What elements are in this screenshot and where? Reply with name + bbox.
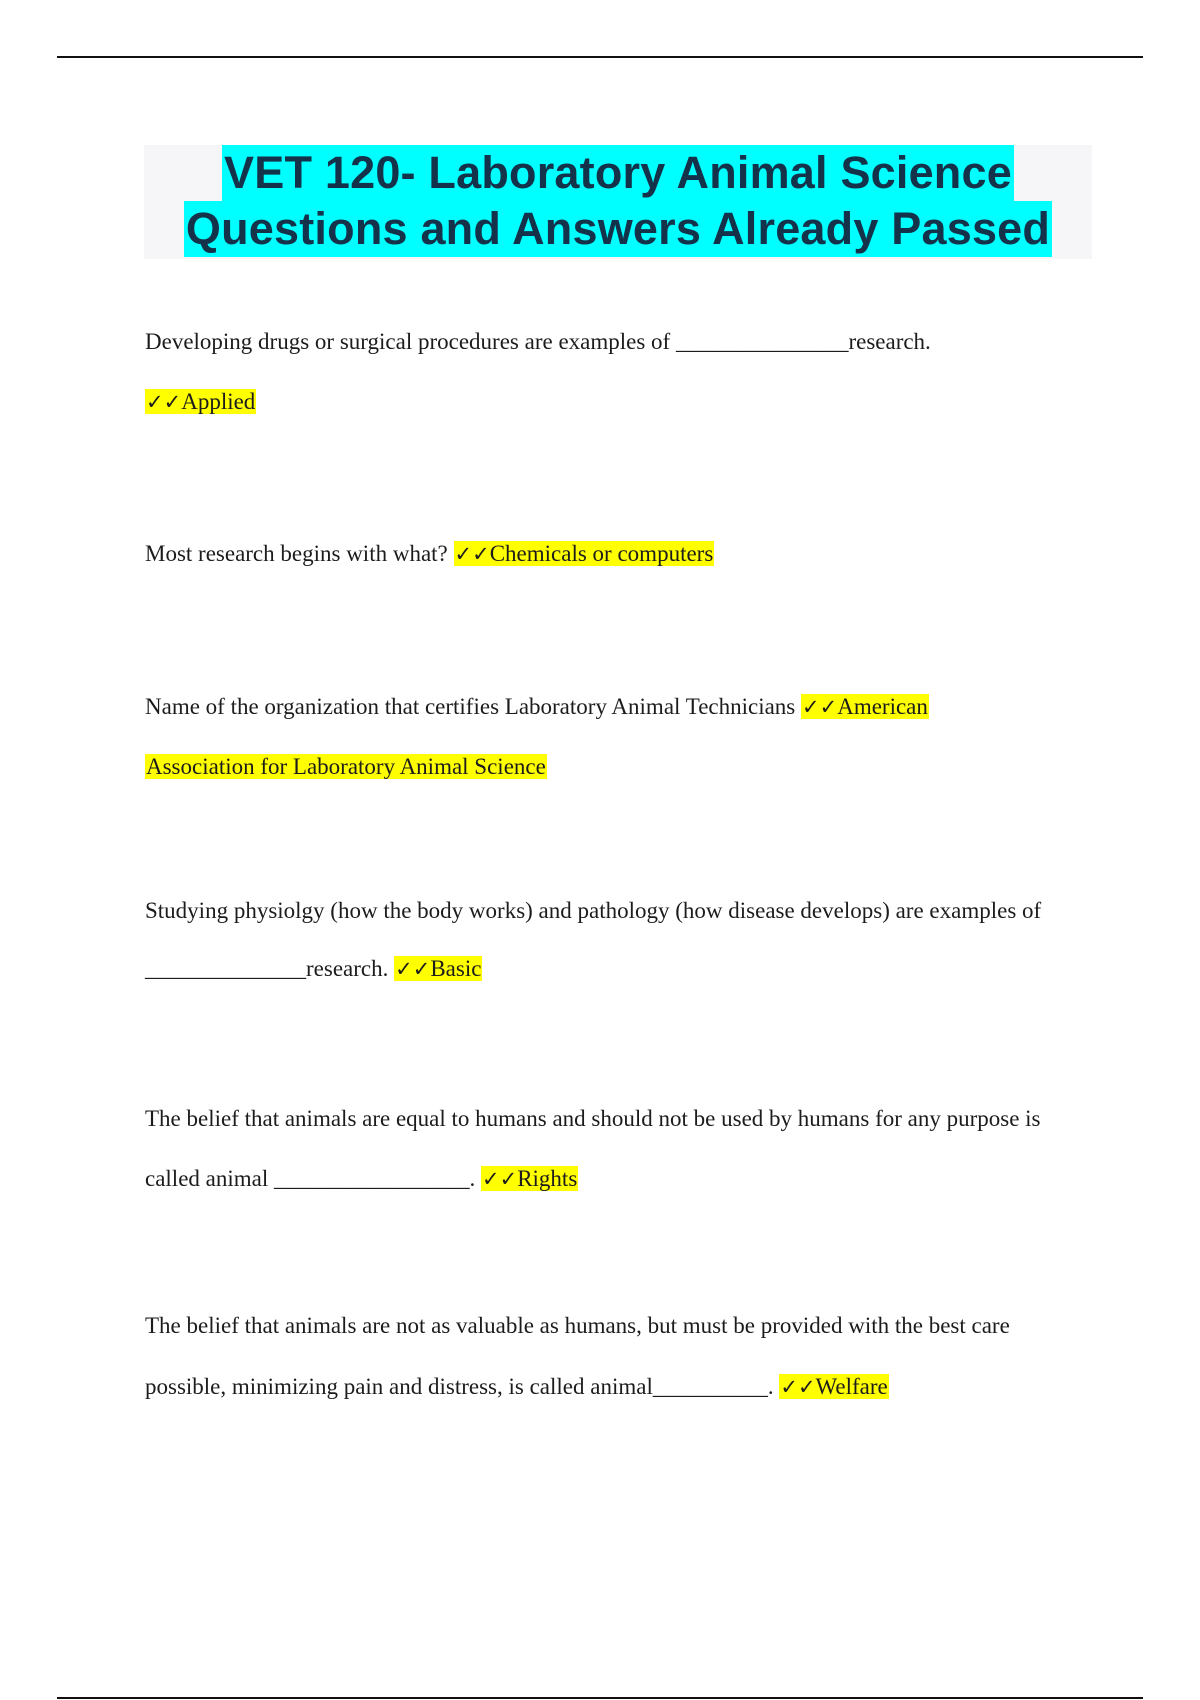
title-line-2: Questions and Answers Already Passed xyxy=(184,201,1052,257)
question-4-continued xyxy=(145,954,482,984)
check-icon: ✓✓ xyxy=(395,957,431,981)
check-icon: ✓✓ xyxy=(482,1167,518,1191)
answer-2-text: Chemicals or computers xyxy=(489,541,714,566)
answer-6-highlight xyxy=(779,1374,888,1399)
question-6-text-line1: The belief that animals are not as valuable as humans, but must be provided with the best care xyxy=(145,1313,1010,1338)
question-5-continued xyxy=(145,1164,578,1194)
question-2-text: Most research begins with what? xyxy=(145,541,454,566)
question-5-text-line1: The belief that animals are equal to humans and should not be used by humans for any purpose is xyxy=(145,1106,1041,1131)
header-rule xyxy=(57,56,1143,58)
check-icon: ✓✓ xyxy=(802,695,838,719)
answer-4-highlight xyxy=(394,956,482,981)
question-6-text-line2: possible, minimizing pain and distress, is called animal__________. xyxy=(145,1374,780,1399)
title-line-1: VET 120- Laboratory Animal Science xyxy=(222,145,1014,201)
question-2 xyxy=(145,539,714,569)
answer-4-text: Basic xyxy=(430,956,482,981)
question-4 xyxy=(145,896,1041,926)
answer-1-highlight xyxy=(145,389,256,414)
answer-3-highlight xyxy=(801,694,929,719)
question-1 xyxy=(145,327,931,357)
answer-1-text: Applied xyxy=(181,389,256,414)
question-4-text-line2: ______________research. xyxy=(145,956,395,981)
check-icon: ✓✓ xyxy=(780,1375,816,1399)
question-6 xyxy=(145,1311,1010,1341)
answer-2-highlight xyxy=(454,541,715,566)
question-4-text-line1: Studying physiolgy (how the body works) and pathology (how disease develops) are examples of xyxy=(145,898,1042,923)
question-5-text-line2: called animal _________________. xyxy=(145,1166,481,1191)
footer-rule xyxy=(57,1697,1143,1699)
question-3 xyxy=(145,692,929,722)
answer-3-text-part1: American xyxy=(837,694,928,719)
document-title xyxy=(144,145,1092,259)
question-5 xyxy=(145,1104,1041,1134)
question-1-text: Developing drugs or surgical procedures are examples of _______________research. xyxy=(145,329,931,354)
check-icon: ✓✓ xyxy=(454,542,490,566)
question-3-continued xyxy=(145,752,547,782)
answer-6-text: Welfare xyxy=(815,1374,888,1399)
question-3-text: Name of the organization that certifies Laboratory Animal Technicians xyxy=(145,694,802,719)
question-6-continued xyxy=(145,1372,889,1402)
check-icon: ✓✓ xyxy=(146,390,182,414)
answer-5-text: Rights xyxy=(517,1166,578,1191)
answer-3-text-part2: Association for Laboratory Animal Science xyxy=(146,754,546,779)
answer-1 xyxy=(145,387,256,417)
answer-5-highlight xyxy=(481,1166,578,1191)
